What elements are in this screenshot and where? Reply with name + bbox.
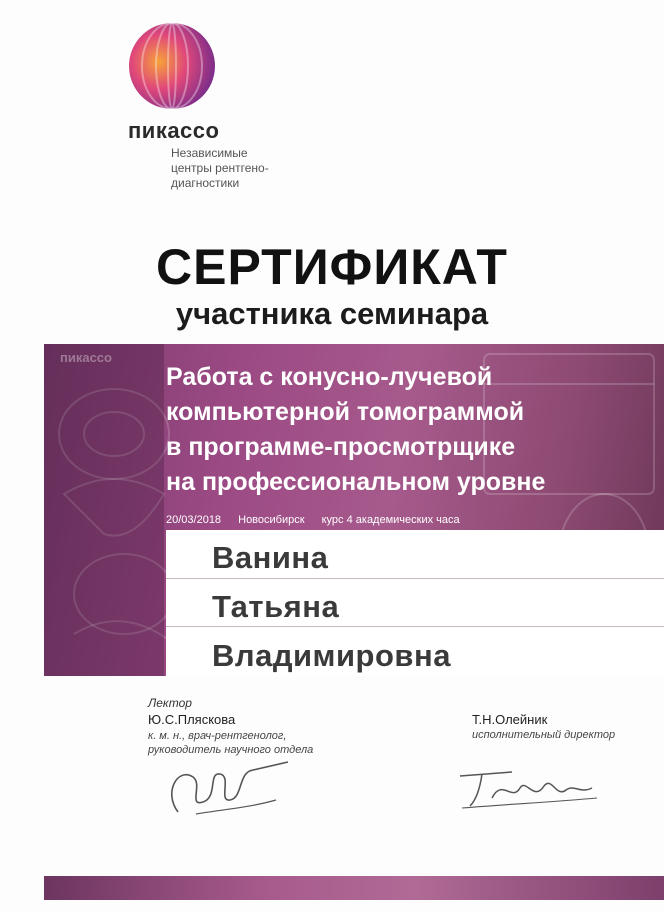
lector-role: к. м. н., врач-рентгенолог, руководитель научного отдела — [148, 730, 314, 756]
brand-name: пикассо — [128, 118, 220, 143]
bottom-band — [44, 876, 664, 900]
director-name: Т.Н.Олейник — [472, 712, 548, 727]
participant-first-name: Татьяна — [212, 589, 340, 624]
seminar-course: курс 4 академических часа — [321, 514, 460, 526]
participant-patronymic: Владимировна — [212, 638, 451, 673]
lector-signature-icon — [158, 752, 298, 824]
seminar-meta — [166, 514, 474, 526]
band-watermark: пикассо — [60, 350, 112, 365]
seminar-topic: Работа с конусно-лучевой компьютерной томограммой в программе-просмотрщике на профессиональном уровне — [166, 363, 546, 496]
name-divider — [166, 626, 664, 627]
certificate-title: СЕРТИФИКАТ — [156, 239, 508, 295]
seminar-date: 20/03/2018 — [166, 514, 222, 526]
picasso-logo-icon — [128, 22, 216, 110]
certificate-subtitle: участника семинара — [175, 296, 489, 331]
brand-tagline: Независимые центры рентгено- диагностики — [171, 146, 269, 190]
participant-last-name: Ванина — [212, 540, 329, 575]
name-divider — [166, 578, 664, 579]
director-signature-icon — [452, 758, 602, 814]
lector-name: Ю.С.Пляскова — [148, 712, 236, 727]
seminar-city: Новосибирск — [238, 514, 305, 526]
director-role: исполнительный директор — [472, 729, 616, 741]
lector-label: Лектор — [148, 696, 192, 710]
